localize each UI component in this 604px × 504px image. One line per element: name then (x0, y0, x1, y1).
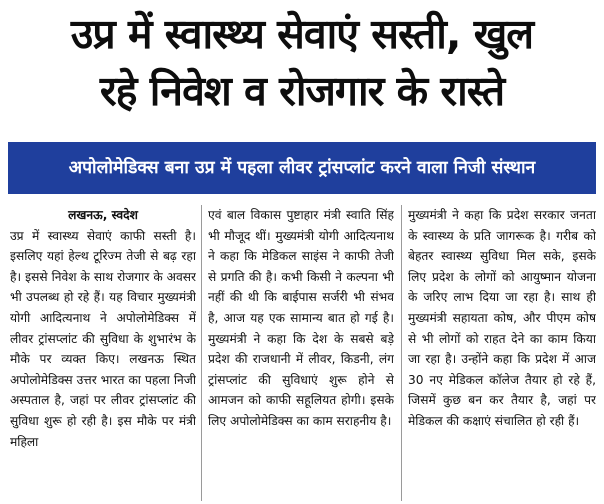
headline-line-1: उप्र में स्वास्थ्य सेवाएं सस्ती, खुल (70, 10, 534, 58)
column-1-text: उप्र में स्वास्थ्य सेवाएं काफी सस्ती है। इसलिए यहां हेल्थ टूरिज्म तेजी से बढ़ रहा है। इससे निवेश के साथ रोजगार के अवसर भी उपलब्ध हो रहे हैं। यह विचार मुख्यमंत्री योगी आदित्यनाथ ने अपोलोमेडिक्स में लीवर ट्रांसप्लांट की सुविधा के शुभारंभ के मौके पर व्यक्त किए। लखनऊ स्थित अपोलोमेडिक्स उत्तर भारत का पहला निजी अस्पताल है, जहां पर लीवर ट्रांसप्लांट की सुविधा शुरू हो रही है। इस मौके पर मंत्री महिला (10, 228, 196, 449)
column-divider-2 (401, 205, 402, 501)
subheadline: अपोलोमेडिक्स बना उप्र में पहला लीवर ट्रांसप्लांट करने वाला निजी संस्थान (68, 158, 536, 178)
column-2-text: एवं बाल विकास पुष्टाहार मंत्री स्वाति सिंह भी मौजूद थीं। मुख्यमंत्री योगी आदित्यनाथ ने कहा कि मेडिकल साइंस ने काफी तेजी से प्रगति की है। कभी किसी ने कल्पना भी नहीं की थी कि बाईपास सर्जरी भी संभव है, आज यह एक सामान्य बात हो गई है। मुख्यमंत्री ने कहा कि देश के सबसे बड़े प्रदेश की राजधानी में लीवर, किडनी, लंग ट्रांसप्लांट की सुविधाएं शुरू होने से आमजन को काफी सहूलियत होगी। इसके लिए अपोलोमेडिक्स का काम सराहनीय है। (208, 208, 394, 428)
article-column-1 (10, 205, 196, 501)
column-divider-1 (201, 205, 202, 501)
subheadline-band (8, 142, 596, 194)
headline-line-2: रहे निवेश व रोजगार के रास्ते (99, 67, 505, 115)
dateline: लखनऊ, स्वदेश (68, 208, 138, 222)
headline (0, 6, 604, 120)
article-column-2 (208, 205, 394, 501)
article-column-3 (408, 205, 596, 501)
column-3-text: मुख्यमंत्री ने कहा कि प्रदेश सरकार जनता के स्वास्थ्य के प्रति जागरूक है। गरीब को बेहतर स्वास्थ्य सुविधा मिल सके, इसके लिए प्रदेश के लोगों को आयुष्मान योजना के जरिए लाभ दिया जा रहा है। साथ ही मुख्यमंत्री सहायता कोष, और पीएम कोष से भी लोगों को राहत देने का काम किया जा रहा है। उन्होंने कहा कि प्रदेश में आज 30 नए मेडिकल कॉलेज तैयार हो रहे हैं, जिसमें कुछ बन कर तैयार है, जहां पर मेडिकल की कक्षाएं संचालित हो रही हैं। (408, 208, 596, 428)
